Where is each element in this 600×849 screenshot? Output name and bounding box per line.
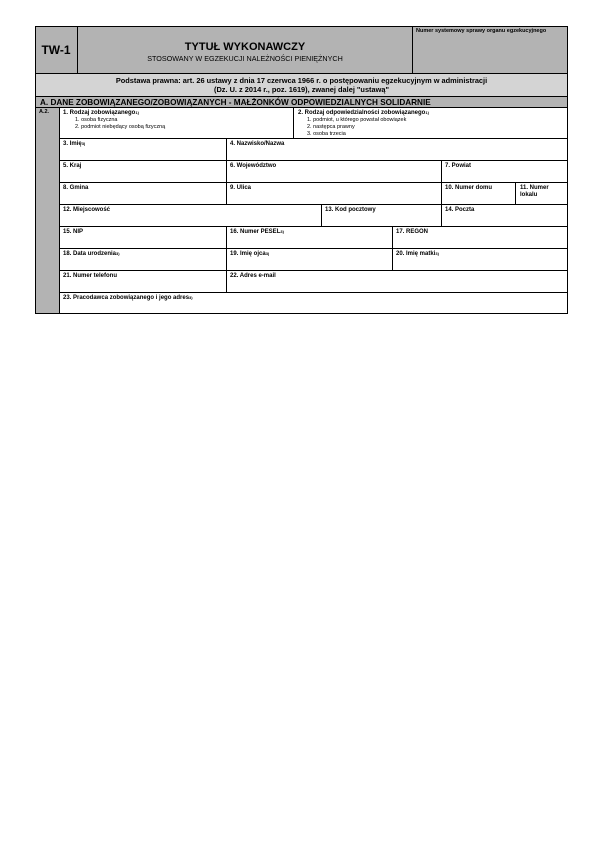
employer-label: 23. Pracodawca zobowiązanego i jego adres (63, 295, 190, 301)
mother-name-field[interactable] (393, 249, 567, 271)
post-office-field[interactable] (442, 205, 567, 227)
voivodeship-field[interactable] (227, 161, 442, 183)
field-2-footnote: 1) (425, 110, 429, 115)
house-number-label: 10. Numer domu (445, 185, 493, 191)
field-1-label: 1. Rodzaj zobowiązanego (63, 110, 136, 116)
form-code (35, 26, 77, 74)
district-field[interactable] (442, 161, 567, 183)
case-number-field[interactable] (414, 36, 567, 73)
apartment-number-field[interactable] (516, 183, 567, 205)
municipality-field[interactable] (60, 183, 227, 205)
nip-label: 15. NIP (63, 229, 84, 235)
field-2-label: 2. Rodzaj odpowiedzialności zobowiązanego (298, 110, 426, 116)
field-1-footnote: 1) (135, 110, 139, 115)
title-area (77, 26, 412, 74)
post-office-label: 14. Poczta (445, 207, 475, 213)
phone-label: 21. Numer telefonu (63, 273, 118, 279)
city-field[interactable] (60, 205, 322, 227)
email-field[interactable] (227, 271, 567, 293)
field-2-option-2[interactable]: 2. następca prawny (307, 124, 355, 130)
street-label: 9. Ulica (230, 185, 252, 191)
surname-field[interactable] (227, 139, 567, 161)
pesel-footnote: 3) (280, 229, 284, 234)
municipality-label: 8. Gmina (63, 185, 89, 191)
father-name-footnote: 3) (265, 251, 270, 256)
form-title: TYTUŁ WYKONAWCZY (184, 41, 306, 53)
form-code-text: TW-1 (41, 43, 71, 57)
form-subtitle: STOSOWANY W EGZEKUCJI NALEŻNOŚCI PIENIĘŻNYCH (147, 54, 343, 63)
regon-field[interactable] (393, 227, 567, 249)
apartment-number-label-1: 11. Numer (520, 185, 549, 191)
field-2-option-1[interactable]: 1. podmiot, u którego powstał obowiązek (307, 117, 407, 123)
nip-field[interactable] (60, 227, 227, 249)
legal-basis-line2: (Dz. U. z 2014 r., poz. 1619), zwanej dalej "ustawą" (213, 85, 389, 94)
case-number-label: Numer systemowy sprawy organu egzekucyjnego (416, 28, 547, 34)
employer-field[interactable] (60, 293, 567, 313)
legal-basis (35, 73, 568, 97)
first-name-field[interactable] (60, 139, 227, 161)
mother-name-footnote: 3) (435, 251, 439, 256)
apartment-number-label-2: lokalu (520, 192, 538, 198)
district-label: 7. Powiat (445, 163, 472, 169)
regon-label: 17. REGON (396, 229, 429, 235)
house-number-field[interactable] (442, 183, 516, 205)
field-1-option-1[interactable]: 1. osoba fizyczna (75, 117, 118, 123)
postal-code-label: 13. Kod pocztowy (325, 207, 376, 213)
birth-date-field[interactable] (60, 249, 227, 271)
legal-basis-line1: Podstawa prawna: art. 26 ustawy z dnia 17 czerwca 1966 r. o postępowaniu egzekucyjnym w administracji (115, 76, 488, 85)
subsection-column (36, 108, 60, 313)
field-1-cell[interactable] (60, 108, 294, 139)
phone-field[interactable] (60, 271, 227, 293)
pesel-field[interactable] (227, 227, 393, 249)
employer-footnote: 3) (189, 295, 193, 300)
postal-code-field[interactable] (322, 205, 442, 227)
country-field[interactable] (60, 161, 227, 183)
country-label: 5. Kraj (63, 163, 82, 169)
first-name-footnote: 3) (81, 141, 86, 146)
father-name-field[interactable] (227, 249, 393, 271)
email-label: 22. Adres e-mail (230, 273, 276, 279)
section-a-title: A. DANE ZOBOWIĄZANEGO/ZOBOWIĄZANYCH - MAŁŻONKÓW ODPOWIEDZIALNYCH SOLIDARNIE (40, 98, 431, 107)
mother-name-label: 20. Imię matki (396, 251, 436, 257)
field-1-option-2[interactable]: 2. podmiot niebędący osobą fizyczną (75, 124, 166, 130)
subsection-label: A.2. (39, 109, 50, 115)
father-name-label: 19. Imię ojca (230, 251, 266, 257)
pesel-label: 16. Numer PESEL (230, 229, 281, 235)
birth-date-label: 18. Data urodzenia (63, 251, 117, 257)
field-2-option-3[interactable]: 3. osoba trzecia (307, 131, 346, 137)
surname-label: 4. Nazwisko/Nazwa (230, 141, 285, 147)
voivodeship-label: 6. Województwo (230, 163, 277, 169)
city-label: 12. Miejscowość (63, 207, 111, 213)
birth-date-footnote: 3) (116, 251, 120, 256)
case-number-box (412, 26, 568, 74)
street-field[interactable] (227, 183, 442, 205)
first-name-label: 3. Imię (63, 141, 82, 147)
field-2-cell[interactable] (294, 108, 567, 139)
